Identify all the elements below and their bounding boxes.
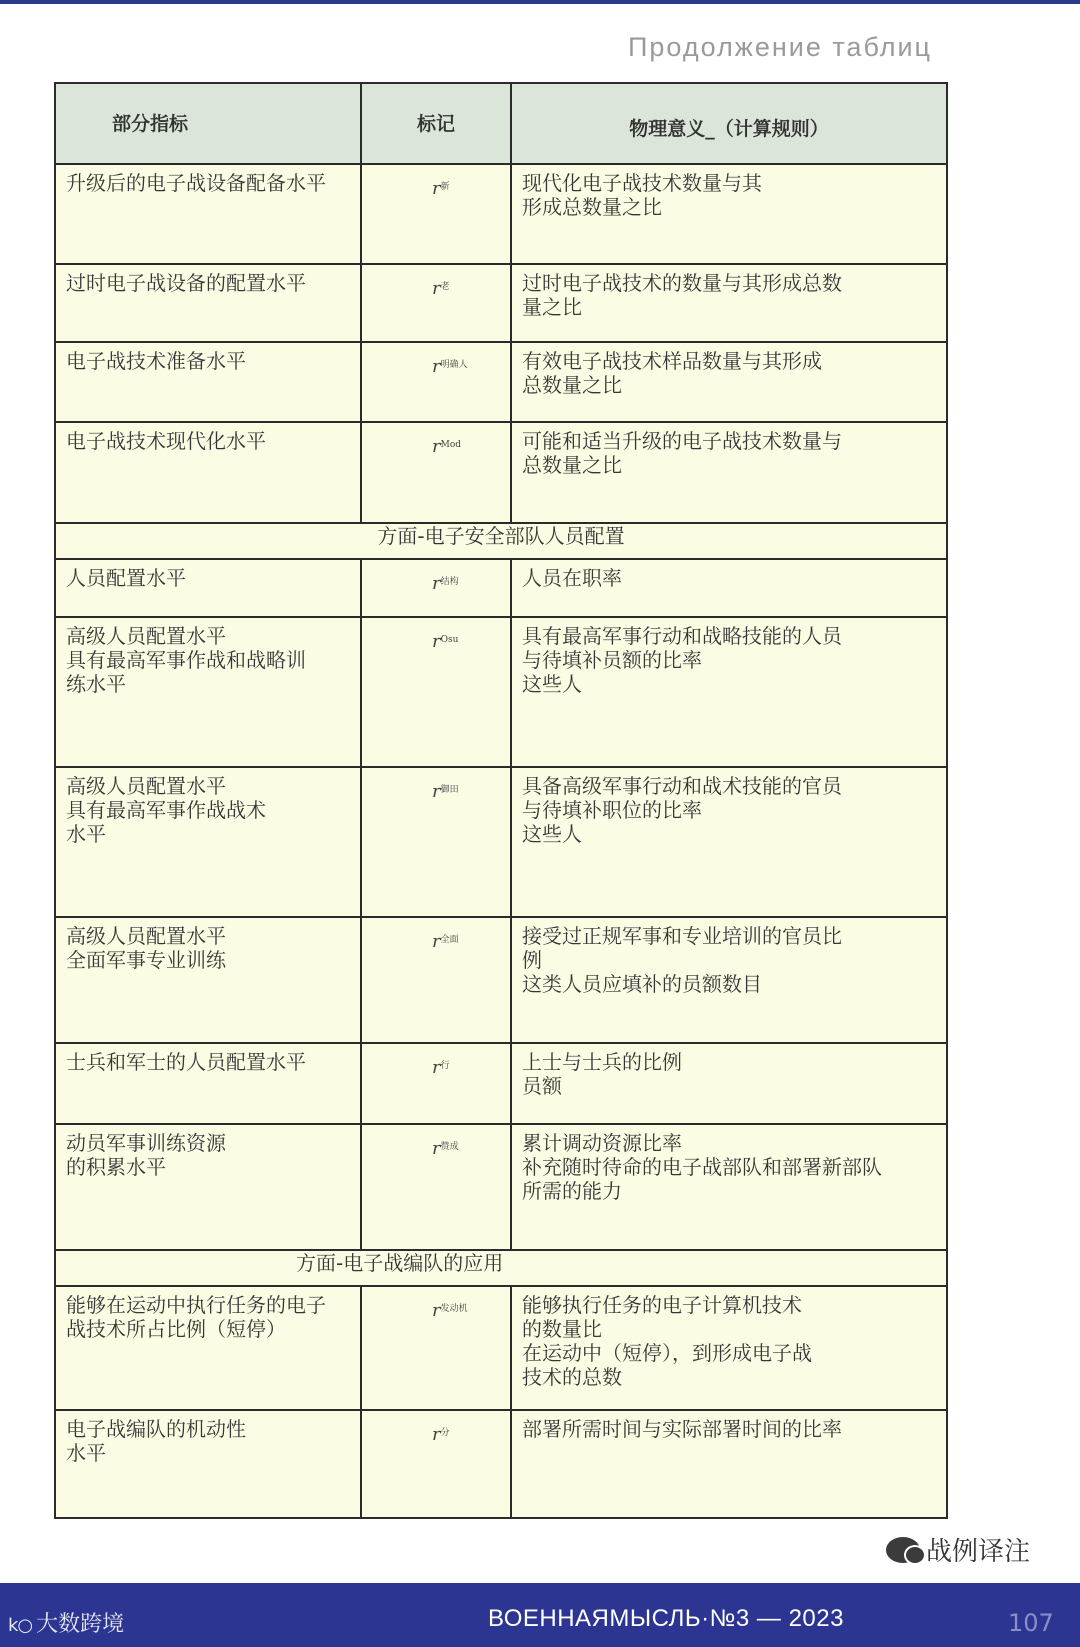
table-row	[55, 264, 947, 342]
symbol: $r^{全面}$	[432, 931, 459, 952]
mark-cell	[361, 164, 511, 264]
meaning-cell: 具备高级军事行动和战术技能的官员 与待填补职位的比率 这些人	[511, 767, 947, 917]
meaning-cell: 上士与士兵的比例 员额	[511, 1043, 947, 1124]
section-row	[55, 523, 947, 559]
top-rule	[0, 0, 1080, 4]
mark-cell	[361, 342, 511, 422]
continuation-label: Продолжение таблиц	[628, 32, 932, 62]
table-row	[55, 1043, 947, 1124]
header-indicator: 部分指标	[55, 83, 361, 164]
meaning-cell: 能够执行任务的电子计算机技术 的数量比 在运动中（短停），到形成电子战 技术的总数	[511, 1286, 947, 1410]
symbol: $r^{明确人}$	[432, 356, 468, 377]
journal-title: ВОЕННАЯМЫСЛЬ·№3 — 2023	[488, 1605, 844, 1632]
table-row	[55, 1410, 947, 1518]
header-meaning: 物理意义_（计算规则）	[511, 83, 947, 164]
page-footer	[0, 1583, 1080, 1647]
footer-logo	[8, 1607, 124, 1638]
indicator-cell: 人员配置水平	[55, 559, 361, 617]
indicator-cell: 电子战技术现代化水平	[55, 422, 361, 523]
meaning-cell: 人员在职率	[511, 559, 947, 617]
table-row	[55, 422, 947, 523]
table-row	[55, 617, 947, 767]
table-row	[55, 917, 947, 1043]
indicator-cell: 电子战编队的机动性 水平	[55, 1410, 361, 1518]
mark-cell	[361, 422, 511, 523]
indicator-cell: 过时电子战设备的配置水平	[55, 264, 361, 342]
mark-cell	[361, 1286, 511, 1410]
meaning-cell: 过时电子战技术的数量与其形成总数 量之比	[511, 264, 947, 342]
table-row	[55, 342, 947, 422]
indicator-cell: 升级后的电子战设备配备水平	[55, 164, 361, 264]
watermark-text: 战例译注	[926, 1537, 1031, 1567]
table-row	[55, 1286, 947, 1410]
table-row	[55, 767, 947, 917]
indicator-table	[54, 82, 948, 1519]
page-number: 107	[1008, 1609, 1054, 1637]
indicator-cell: 高级人员配置水平 全面军事专业训练	[55, 917, 361, 1043]
indicator-cell: 电子战技术准备水平	[55, 342, 361, 422]
symbol: $r^{发动机}$	[432, 1300, 468, 1321]
indicator-cell: 士兵和军士的人员配置水平	[55, 1043, 361, 1124]
indicator-cell: 高级人员配置水平 具有最高军事作战和战略训 练水平	[55, 617, 361, 767]
meaning-cell: 具有最高军事行动和战略技能的人员 与待填补员额的比率 这些人	[511, 617, 947, 767]
meaning-cell: 可能和适当升级的电子战技术数量与 总数量之比	[511, 422, 947, 523]
section-row	[55, 1250, 947, 1286]
footer-logo-text: 大数跨境	[36, 1612, 125, 1637]
indicator-cell: 能够在运动中执行任务的电子 战技术所占比例（短停）	[55, 1286, 361, 1410]
symbol: $r^老$	[432, 278, 450, 299]
symbol: $r^{御田}$	[432, 781, 459, 802]
symbol: $r^新$	[432, 178, 450, 199]
symbol: $r^行$	[432, 1057, 450, 1078]
symbol: $r^{赞成}$	[432, 1138, 459, 1159]
watermark	[886, 1531, 1030, 1568]
symbol: $r^{结构}$	[432, 573, 459, 594]
table-row	[55, 1124, 947, 1250]
meaning-cell: 累计调动资源比率 补充随时待命的电子战部队和部署新部队 所需的能力	[511, 1124, 947, 1250]
indicator-cell: 高级人员配置水平 具有最高军事作战战术 水平	[55, 767, 361, 917]
mark-cell	[361, 617, 511, 767]
mark-cell	[361, 1124, 511, 1250]
logo-icon: k○	[8, 1615, 33, 1636]
mark-cell	[361, 917, 511, 1043]
header-mark: 标记	[361, 83, 511, 164]
meaning-cell: 有效电子战技术样品数量与其形成 总数量之比	[511, 342, 947, 422]
table-header-row	[55, 83, 947, 164]
mark-cell	[361, 1410, 511, 1518]
meaning-cell: 接受过正规军事和专业培训的官员比 例 这类人员应填补的员额数目	[511, 917, 947, 1043]
mark-cell	[361, 559, 511, 617]
mark-cell	[361, 767, 511, 917]
section-title: 方面-电子安全部队人员配置	[55, 523, 947, 559]
meaning-cell: 部署所需时间与实际部署时间的比率	[511, 1410, 947, 1518]
symbol: $r^{Mod}$	[432, 436, 462, 457]
symbol: $r^{Osu}$	[432, 631, 459, 652]
section-title: 方面-电子战编队的应用	[55, 1250, 947, 1286]
mark-cell	[361, 1043, 511, 1124]
table-row	[55, 559, 947, 617]
wechat-icon	[886, 1537, 920, 1563]
meaning-cell: 现代化电子战技术数量与其 形成总数量之比	[511, 164, 947, 264]
symbol: $r^分$	[432, 1424, 450, 1445]
table-row	[55, 164, 947, 264]
mark-cell	[361, 264, 511, 342]
indicator-cell: 动员军事训练资源 的积累水平	[55, 1124, 361, 1250]
